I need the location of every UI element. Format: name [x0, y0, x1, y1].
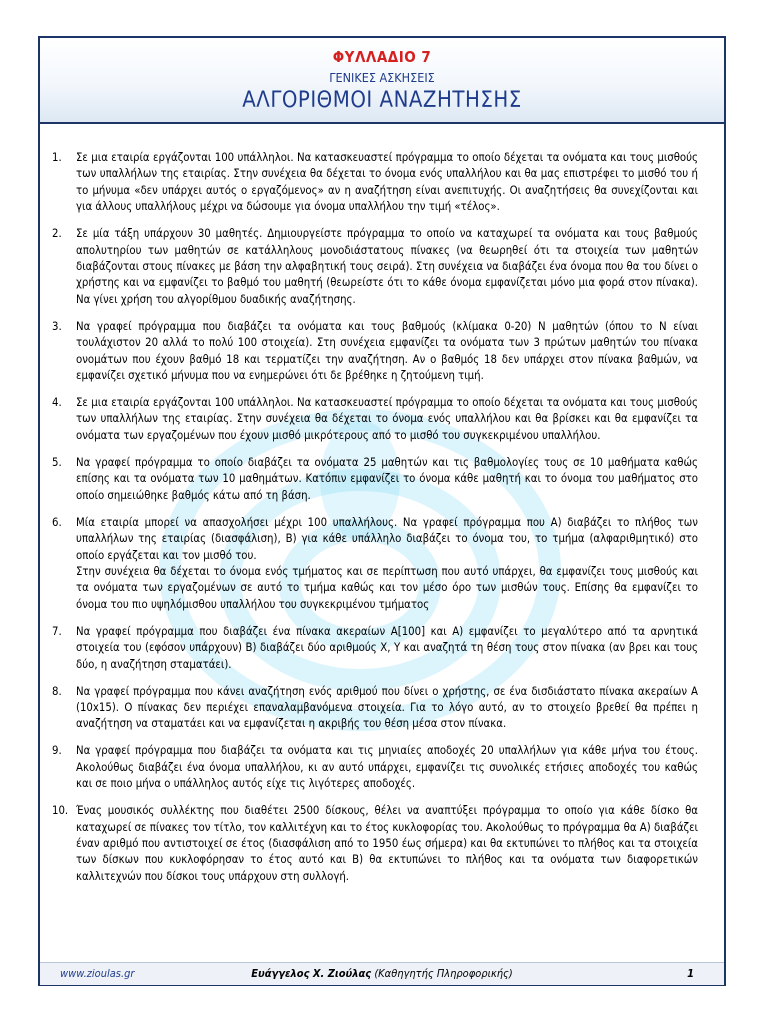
document-header — [40, 38, 724, 124]
exercise-text: Να γραφεί πρόγραμμα που κάνει αναζήτηση ενός αριθμού που δίνει ο χρήστης, σε ένα δισδιάστατο πίνακα ακεραίων Α (10x15). Ο πίνακας δεν περιέχει επαναλαμβανόμενα στοιχεία. Για το λόγο αυτό, αν το στοιχείο βρεθεί θα πρέπει η αναζήτηση να σταματάει και να εμφανίζεται η ακριβής του θέση μέσα στον πίνακα. — [76, 684, 698, 731]
exercise-item — [52, 226, 698, 308]
exercise-text: Μία εταιρία μπορεί να απασχολήσει μέχρι 100 υπαλλήλους. Να γραφεί πρόγραμμα που Α) διαβάζει το πλήθος των υπαλλήλων της εταιρίας (διασφάλιση), Β) για κάθε υπάλληλο διαβάζει το όνομα του, το τμήμα (αλφαριθμητικό) στο οποίο εργάζεται και τον μισθό του. — [76, 515, 698, 562]
exercise-item — [52, 515, 698, 613]
exercise-number: 1. — [52, 151, 62, 164]
exercise-text: Σε μια εταιρία εργάζονται 100 υπάλληλοι. Να κατασκευαστεί πρόγραμμα το οποίο δέχεται τα ονόματα και τους μισθούς των υπαλλήλων της εταιρίας. Στην συνέχεια θα δέχεται το όνομα ενός υπαλλήλου και θα βρίσκει και θα εμφανίζει τα ονόματα των εργαζομένων που έχουν μισθό μικρότερους από το μισθό του συγκεκριμένου υπαλλήλου. — [76, 396, 698, 442]
exercise-item — [52, 684, 698, 733]
exercise-item — [52, 803, 698, 885]
exercise-text: Σε μια εταιρία εργάζονται 100 υπάλληλοι. Να κατασκευαστεί πρόγραμμα το οποίο δέχεται τα ονόματα και τους μισθούς των υπαλλήλων της εταιρίας. Στην συνέχεια θα δέχεται το όνομα ενός υπαλλήλου και θα μας επιστρέφει το μισθό του ή το μήνυμα «δεν υπάρχει αυτός ο εργαζόμενος» αν η αναζήτηση είναι ανεπιτυχής. Οι αναζητήσεις θα συνεχίζονται και για άλλους υπαλλήλους μέχρι να δώσουμε για όνομα υπαλλήλου την τιμή «τέλος». — [76, 151, 698, 214]
exercise-number: 9. — [52, 744, 62, 758]
exercise-text: Να γραφεί πρόγραμμα που διαβάζει τα ονόματα και τους βαθμούς (κλίμακα 0-20) Ν μαθητών (όπου το Ν είναι τουλάχιστον 20 αλλά το πολύ 100 στοιχεία). Στη συνέχεια εμφανίζει τα ονόματα των 3 πρώτων μαθητών του πίνακα ονομάτων που έχουν βαθμό 18 και τερματίζει την αναζήτηση. Αν ο βαθμός 18 δεν υπάρχει στον πίνακα βαθμών, να εμφανίζει σχετικό μήνυμα που να ενημερώνει ότι δε βρέθηκε η ζητούμενη τιμή. — [76, 319, 698, 383]
footer-author — [40, 967, 724, 980]
exercise-item — [52, 150, 698, 216]
exercise-item — [52, 624, 698, 673]
exercise-number: 2. — [52, 227, 62, 241]
page-number: 1 — [687, 967, 694, 980]
sheet-main-title: ΑΛΓΟΡΙΘΜΟΙ ΑΝΑΖΗΤΗΣΗΣ — [242, 88, 522, 113]
exercise-text-continued: Στην συνέχεια θα δέχεται το όνομα ενός τμήματος και σε περίπτωση που αυτό υπάρχει, θα εμφανίζει τους μισθούς και τα ονόματα των εργαζομένων σε αυτό το τμήμα καθώς και τον μέσο όρο των μισθών τους. Επίσης θα εμφανίζει το όνομα του πιο υψηλόμισθου υπαλλήλου του συγκεκριμένου τμήματος — [76, 564, 698, 611]
exercise-number: 6. — [52, 515, 62, 529]
exercise-number: 10. — [52, 804, 69, 818]
exercise-item — [52, 319, 698, 385]
author-name: Ευάγγελος Χ. Ζιούλας — [251, 967, 372, 980]
exercise-number: 5. — [52, 455, 62, 469]
exercise-item — [52, 395, 698, 444]
exercise-text: Να γραφεί πρόγραμμα που διαβάζει τα ονόματα και τις μηνιαίες αποδοχές 20 υπαλλήλων για κάθε μήνα του έτους. Ακολούθως διαβάζει ένα όνομα υπαλλήλου, κι αν αυτό υπάρχει, εμφανίζει τις συνολικές ετήσιες αποδοχές του καθώς και σε ποιο μήνα ο υπάλληλος αυτός είχε τις λιγότερες αποδοχές. — [76, 744, 698, 791]
exercise-item — [52, 743, 698, 792]
exercise-text: Σε μία τάξη υπάρχουν 30 μαθητές. Δημιουργείστε πρόγραμμα το οποίο να καταχωρεί τα ονόματα και τους βαθμούς απολυτηρίου των μαθητών σε κατάλληλους μονοδιάστατους πίνακες (να θεωρηθεί ότι τα στοιχεία των μαθητών διαβάζονται στους πίνακες με βάση την αλφαβητική τους σειρά). Στη συνέχεια να διαβάζει ένα όνομα που θα του δίνει ο χρήστης και να εμφανίζει το βαθμό του μαθητή (θεωρείστε ότι το κάθε όνομα εμφανίζεται μόνο μια φορά στον πίνακα). Να γίνει χρήση του αλγορίθμου δυαδικής αναζήτησης. — [76, 227, 698, 306]
exercise-text: Να γραφεί πρόγραμμα το οποίο διαβάζει τα ονόματα 25 μαθητών και τις βαθμολογίες τους σε 10 μαθήματα καθώς επίσης και τα ονόματα των 10 μαθημάτων. Κατόπιν εμφανίζει το όνομα κάθε μαθητή και το όνομα του μαθήματος στο οποίο σημειώθηκε βαθμός κάτω από τη βάση. — [76, 455, 698, 502]
exercise-text: Ένας μουσικός συλλέκτης που διαθέτει 2500 δίσκους, θέλει να αναπτύξει πρόγραμμα το οποίο για κάθε δίσκο θα καταχωρεί σε πίνακες τον τίτλο, τον καλλιτέχνη και το έτος κυκλοφορίας του. Ακολούθως το πρόγραμμα θα Α) διαβάζει έναν αριθμό που αντιστοιχεί σε έτος (διασφάλιση από το 1950 έως σήμερα) και θα εκτυπώνει το πλήθος και τα στοιχεία των δίσκων που κυκλοφόρησαν το έτος αυτό και Β) θα εκτυπώνει το πλήθος και τα ονόματα των διαφορετικών καλλιτεχνών που δίσκοι τους υπάρχουν στη συλλογή. — [76, 804, 698, 883]
author-role: (Καθηγητής Πληροφορικής) — [374, 967, 513, 980]
sheet-title: ΦΥΛΛΑΔΙΟ 7 — [332, 48, 432, 66]
exercise-number: 3. — [52, 319, 62, 333]
footer-site-link[interactable]: www.zioulas.gr — [60, 967, 135, 980]
exercise-item — [52, 455, 698, 504]
exercise-number: 8. — [52, 684, 62, 698]
exercise-text: Να γραφεί πρόγραμμα που διαβάζει ένα πίνακα ακεραίων Α[100] και Α) εμφανίζει το μεγαλύτερο από τα αρνητικά στοιχεία του (εφόσον υπάρχουν) Β) διαβάζει δύο αριθμούς Χ, Υ και αναζητά τη θέση τους στον πίνακα (αν βρει και τους δύο, η αναζήτηση σταματάει). — [76, 624, 698, 671]
exercise-number: 7. — [52, 624, 62, 638]
sheet-subtitle: ΓΕΝΙΚΕΣ ΑΣΚΗΣΕΙΣ — [329, 70, 435, 85]
exercise-list — [52, 150, 698, 896]
page-footer — [40, 962, 724, 985]
exercise-number: 4. — [52, 396, 62, 410]
